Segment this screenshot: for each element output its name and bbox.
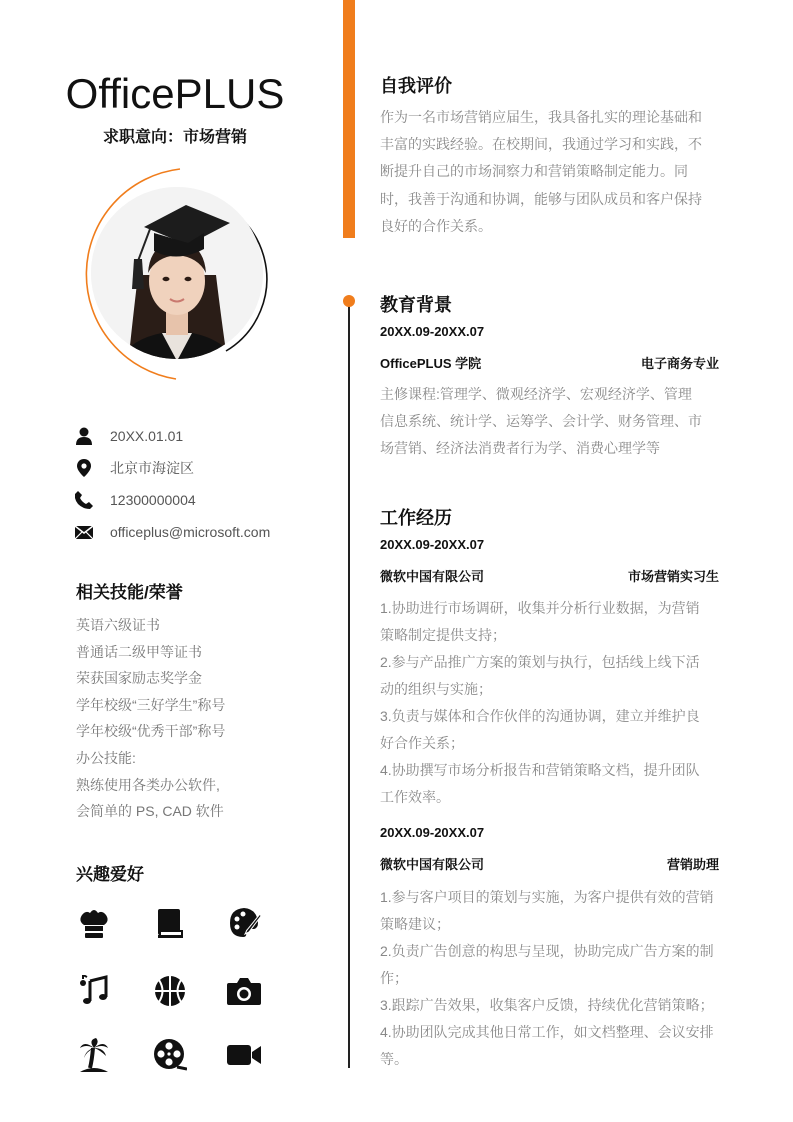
person-icon [74, 426, 94, 446]
job-company: 微软中国有限公司 [380, 857, 485, 872]
skill-item: 英语六级证书 [76, 617, 160, 633]
job-duty-line: 4.协助团队完成其他日常工作，如文档整理、会议安排 [380, 1024, 714, 1040]
job-row [380, 854, 719, 873]
education-courses [380, 381, 725, 463]
contact-phone-text: 12300000004 [110, 492, 196, 508]
education-major: 电子商务专业 [640, 356, 719, 371]
skill-item: 荣获国家励志奖学金 [76, 670, 202, 687]
palette-icon [226, 905, 262, 941]
skill-item: 会简单的 PS, CAD 软件 [76, 803, 224, 820]
contact-email[interactable] [74, 516, 270, 548]
contact-location [74, 452, 270, 484]
job-period: 20XX.09-20XX.07 [380, 537, 485, 552]
contact-birthdate [74, 420, 270, 452]
job-company: 微软中国有限公司 [380, 569, 485, 584]
video-camera-icon [226, 1037, 262, 1073]
profile-photo [80, 165, 274, 381]
job-duty-line: 2.参与产品推广方案的策划与执行，包括线上线下活 [380, 654, 700, 670]
job-duty-line: 1.协助进行市场调研，收集并分析行业数据，为营销 [380, 600, 700, 616]
job-role: 营销助理 [666, 857, 719, 872]
self-eval-line: 丰富的实践经验。在校期间，我通过学习和实践，不 [380, 136, 702, 153]
basketball-icon [152, 973, 188, 1009]
job-duties [380, 595, 735, 811]
phone-icon [74, 490, 94, 510]
self-eval-line: 断提升自己的市场洞察力和营销策略制定能力。同 [380, 163, 688, 180]
work-title: 工作经历 [380, 508, 452, 528]
hobbies-title: 兴趣爱好 [76, 865, 144, 884]
chef-hat-icon [76, 905, 112, 941]
contact-birthdate-text: 20XX.01.01 [110, 428, 184, 444]
skill-item: 熟练使用各类办公软件, [76, 776, 220, 793]
job-duty-line: 1.参与客户项目的策划与实施，为客户提供有效的营销 [380, 889, 714, 905]
contact-email-text[interactable]: officeplus@microsoft.com [110, 524, 271, 540]
timeline-dot [343, 295, 355, 307]
education-line: 信息系统、统计学、运筹学、会计学、财务管理、市 [380, 413, 702, 430]
skill-item: 办公技能: [76, 749, 136, 766]
job-duty-line: 策略建议； [380, 916, 450, 932]
job-duties [380, 884, 735, 1073]
job-duty-line: 工作效率。 [380, 789, 450, 805]
music-notes-icon [76, 973, 112, 1009]
palm-tree-icon [76, 1037, 112, 1073]
job-duty-line: 动的组织与实施； [380, 681, 492, 697]
job-role: 市场营销实习生 [627, 569, 719, 584]
self-eval-line: 时，我善于沟通和协调，能够与团队成员和客户保持 [380, 190, 702, 207]
education-line: 场营销、经济法消费者行为学、消费心理学等 [380, 440, 660, 457]
film-reel-icon [152, 1037, 188, 1073]
skill-item: 普通话二级甲等证书 [76, 643, 202, 660]
job-duty-line: 2.负责广告创意的构思与呈现，协助完成广告方案的制 [380, 943, 714, 959]
job-duty-line: 3.跟踪广告效果，收集客户反馈，持续优化营销策略； [380, 997, 714, 1013]
contact-location-text: 北京市海淀区 [110, 460, 194, 476]
book-icon [152, 905, 188, 941]
timeline-line [348, 300, 350, 1068]
job-duty-line: 3.负责与媒体和合作伙伴的沟通协调，建立并维护良 [380, 708, 700, 724]
job-row [380, 566, 719, 585]
job-duty-line: 4.协助撰写市场分析报告和营销策略文档，提升团队 [380, 762, 700, 778]
contact-phone [74, 484, 270, 516]
education-title: 教育背景 [380, 295, 452, 315]
self-eval-line: 良好的合作关系。 [380, 217, 492, 234]
candidate-name: OfficePLUS [65, 70, 285, 117]
job-period: 20XX.09-20XX.07 [380, 825, 485, 840]
self-eval-line: 作为一名市场营销应届生，我具备扎实的理论基础和 [380, 109, 702, 125]
mail-icon [74, 522, 94, 542]
skills-title: 相关技能/荣誉 [76, 583, 183, 602]
self-eval-text [380, 104, 725, 240]
job-duty-line: 作； [380, 970, 408, 986]
job-duty-line: 好合作关系； [380, 735, 464, 751]
location-pin-icon [74, 458, 94, 478]
education-period: 20XX.09-20XX.07 [380, 324, 485, 339]
education-row [380, 353, 719, 372]
accent-bar [343, 0, 355, 238]
contact-list [74, 420, 270, 548]
education-line: 主修课程:管理学、微观经济学、宏观经济学、管理 [380, 386, 692, 402]
job-duty-line: 策略制定提供支持； [380, 627, 506, 643]
education-school: OfficePLUS 学院 [380, 356, 482, 371]
job-intent: 求职意向：市场营销 [102, 129, 247, 146]
skill-item: 学年校级“三好学生”称号 [76, 696, 226, 713]
job-duty-line: 等。 [380, 1051, 408, 1067]
self-eval-title: 自我评价 [380, 76, 452, 96]
skill-item: 学年校级“优秀干部”称号 [76, 723, 226, 740]
skills-list [76, 612, 225, 825]
camera-icon [226, 973, 262, 1009]
